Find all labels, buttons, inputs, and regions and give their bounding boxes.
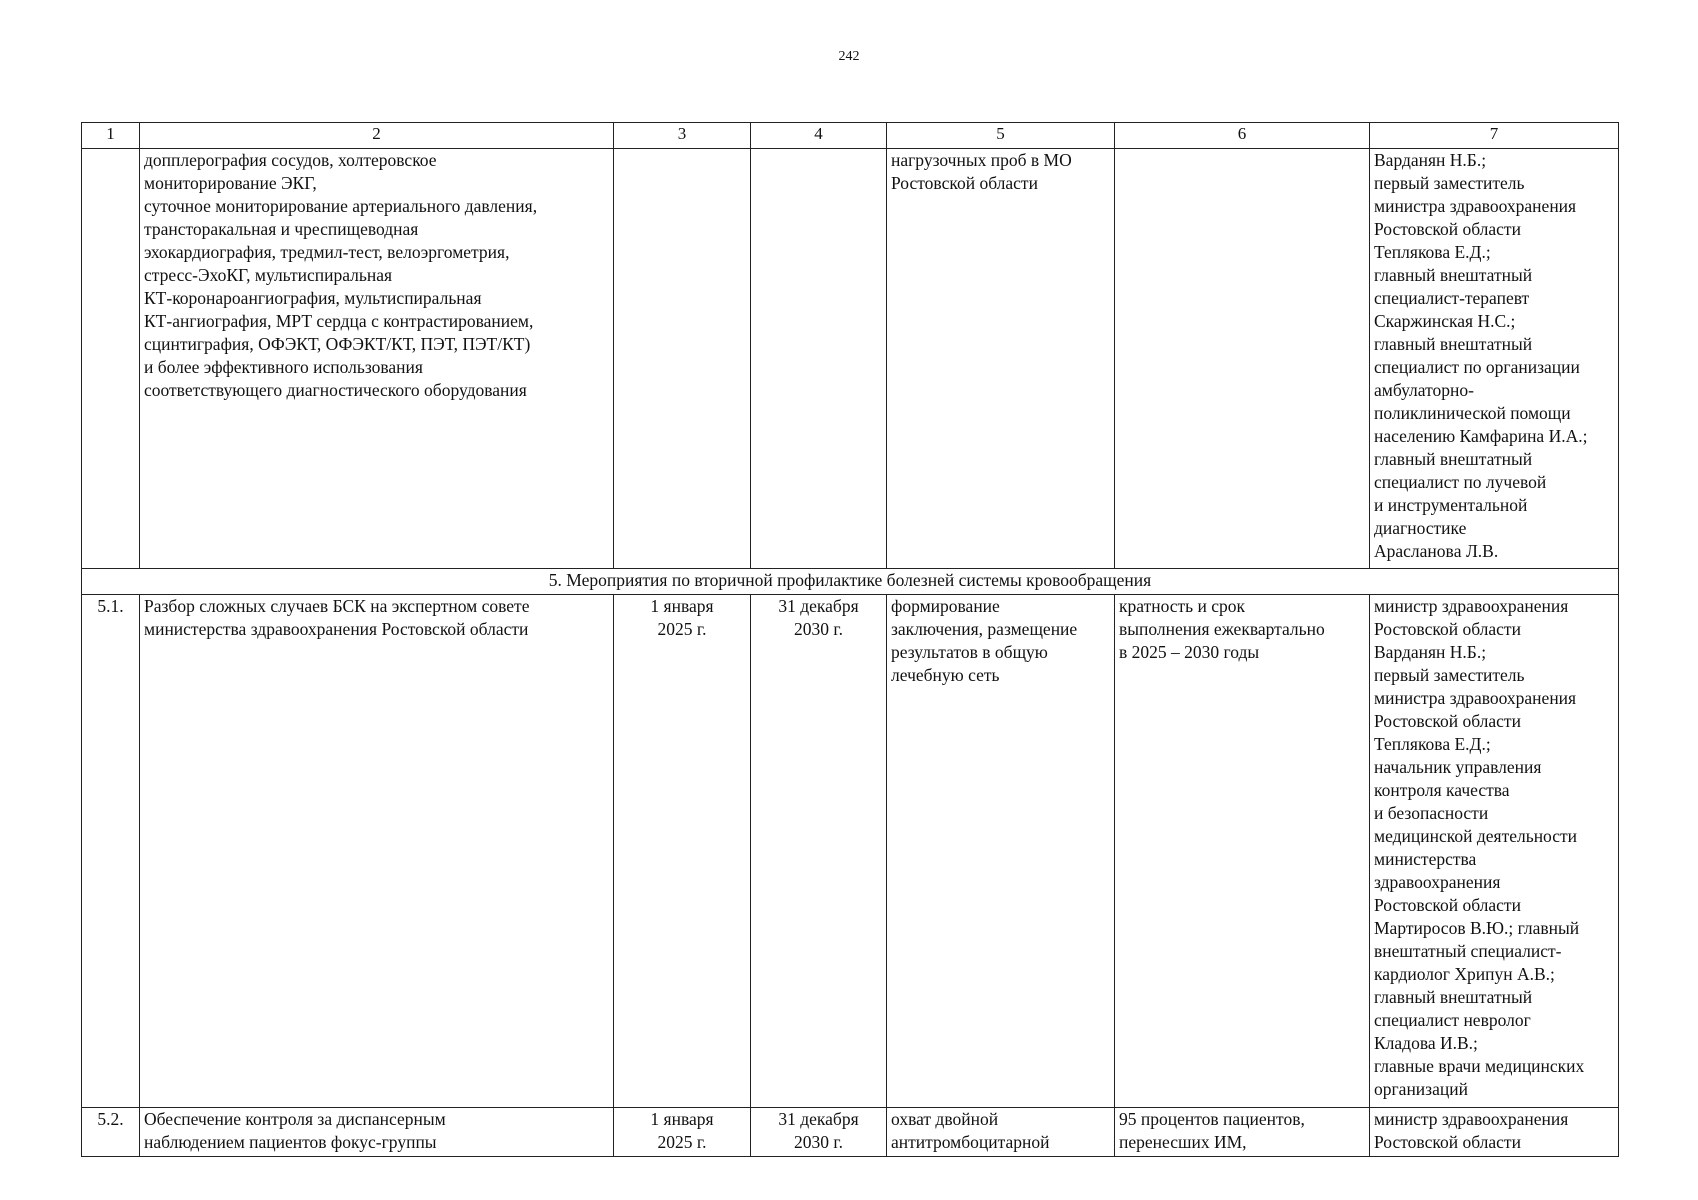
expected-result: нагрузочных проб в МО Ростовской области — [887, 149, 1115, 569]
section-heading-row — [82, 569, 1619, 595]
column-header-4: 4 — [751, 123, 887, 149]
table-row — [82, 1108, 1619, 1157]
measure-description: Обеспечение контроля за диспансерным наблюдением пациентов фокус-группы — [140, 1108, 614, 1157]
end-date — [751, 149, 887, 569]
start-date — [614, 149, 751, 569]
end-date: 31 декабря 2030 г. — [751, 595, 887, 1108]
measure-description: допплерография сосудов, холтеровское мониторирование ЭКГ, суточное мониторирование артериального давления, трансторакальная и чреспищеводная эхокардиография, тредмил-тест, велоэргометрия, стресс-ЭхоКГ, мультиспиральная КТ-коронароангиография, мультиспиральная КТ-ангиография, МРТ сердца с контрастированием, сцинтиграфия, ОФЭКТ, ОФЭКТ/КТ, ПЭТ, ПЭТ/КТ) и более эффективного использования соответствующего диагностического оборудования — [140, 149, 614, 569]
indicator: 95 процентов пациентов, перенесших ИМ, — [1115, 1108, 1370, 1157]
responsible-persons: министр здравоохранения Ростовской области — [1370, 1108, 1619, 1157]
row-number: 5.1. — [82, 595, 140, 1108]
indicator — [1115, 149, 1370, 569]
table-row — [82, 595, 1619, 1108]
responsible-persons: министр здравоохранения Ростовской области Варданян Н.Б.; первый заместитель министра здравоохранения Ростовской области Теплякова Е.Д.; начальник управления контроля качества и безопасности медицинской деятельности министерства здравоохранения Ростовской области Мартиросов В.Ю.; главный внештатный специалист- кардиолог Хрипун А.В.; главный внештатный специалист невролог Кладова И.В.; главные врачи медицинских организаций — [1370, 595, 1619, 1108]
column-header-6: 6 — [1115, 123, 1370, 149]
expected-result: охват двойной антитромбоцитарной — [887, 1108, 1115, 1157]
column-header-2: 2 — [140, 123, 614, 149]
table-row — [82, 149, 1619, 569]
section-title: 5. Мероприятия по вторичной профилактике болезней системы кровообращения — [82, 569, 1619, 595]
column-header-1: 1 — [82, 123, 140, 149]
row-number: 5.2. — [82, 1108, 140, 1157]
measures-table — [81, 122, 1619, 1157]
column-header-7: 7 — [1370, 123, 1619, 149]
page-number: 242 — [838, 49, 860, 64]
expected-result: формирование заключения, размещение результатов в общую лечебную сеть — [887, 595, 1115, 1108]
column-number-header-row — [82, 123, 1619, 149]
start-date: 1 января 2025 г. — [614, 1108, 751, 1157]
column-header-3: 3 — [614, 123, 751, 149]
column-header-5: 5 — [887, 123, 1115, 149]
indicator: кратность и срок выполнения ежеквартально в 2025 – 2030 годы — [1115, 595, 1370, 1108]
start-date: 1 января 2025 г. — [614, 595, 751, 1108]
end-date: 31 декабря 2030 г. — [751, 1108, 887, 1157]
measure-description: Разбор сложных случаев БСК на экспертном совете министерства здравоохранения Ростовской области — [140, 595, 614, 1108]
row-number — [82, 149, 140, 569]
responsible-persons: Варданян Н.Б.; первый заместитель министра здравоохранения Ростовской области Теплякова Е.Д.; главный внештатный специалист-терапевт Скаржинская Н.С.; главный внештатный специалист по организации амбулаторно- поликлинической помощи населению Камфарина И.А.; главный внештатный специалист по лучевой и инструментальной диагностике Араслановa Л.В. — [1370, 149, 1619, 569]
